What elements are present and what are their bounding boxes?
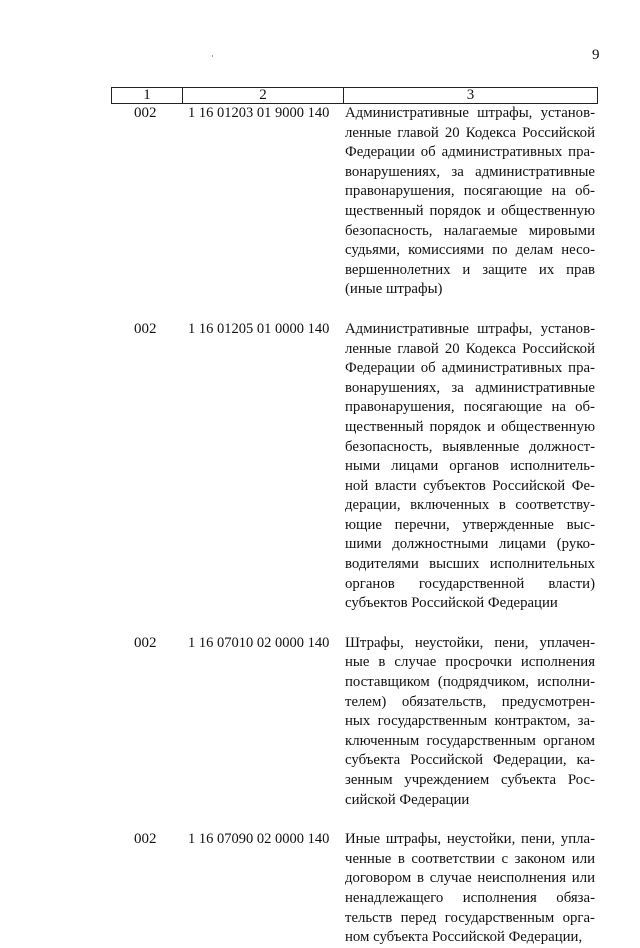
- scan-artifact: [212, 55, 213, 57]
- description-line: ными лицами органов исполнитель-: [345, 458, 595, 475]
- header-col-2: 2: [183, 88, 344, 104]
- description-line: Федерации об административных пра-: [345, 360, 595, 377]
- table-header: [111, 87, 598, 104]
- page-number: 9: [592, 47, 600, 63]
- description-line: ные в случае просрочки исполнения: [345, 654, 595, 671]
- description-line: (иные штрафы): [345, 281, 443, 298]
- income-description: [345, 830, 595, 948]
- description-line: Административные штрафы, установ-: [345, 105, 595, 121]
- table-row: [0, 830, 640, 948]
- description-line: субъектов Российской Федерации: [345, 595, 558, 612]
- budget-classification-code: 1 16 07010 02 0000 140: [188, 634, 330, 651]
- table-row: [0, 634, 640, 810]
- description-line: правонарушения, посягающие на об-: [345, 399, 595, 416]
- description-line: вонарушениях, за административные: [345, 379, 595, 396]
- description-line: ленные главой 20 Кодекса Российской: [345, 124, 595, 141]
- description-line: органов государственной власти): [345, 575, 595, 592]
- admin-code: 002: [134, 634, 157, 651]
- description-line: вершеннолетних и защите их прав: [345, 261, 595, 278]
- description-line: дерации, включенных в соответству-: [345, 497, 595, 514]
- description-line: судьями, комиссиями по делам несо-: [345, 242, 595, 259]
- description-line: сийской Федерации: [345, 791, 470, 808]
- description-line: Административные штрафы, установ-: [345, 320, 595, 337]
- admin-code: 002: [134, 105, 157, 121]
- description-line: телем) обязательств, предусмотрен-: [345, 693, 595, 710]
- income-description: [345, 634, 595, 810]
- income-description: [345, 104, 595, 300]
- description-line: ном субъекта Российской Федерации,: [345, 929, 583, 946]
- table-row: [0, 104, 640, 300]
- description-line: ющие перечни, утвержденные выс-: [345, 516, 595, 533]
- description-line: вонарушениях, за административные: [345, 163, 595, 180]
- table-body: [0, 104, 640, 948]
- admin-code: 002: [134, 831, 157, 848]
- description-line: безопасность, выявленные должност-: [345, 438, 595, 455]
- description-line: правонарушения, посягающие на об-: [345, 183, 595, 200]
- header-row: [112, 88, 598, 104]
- description-line: щественный порядок и общественную: [345, 418, 595, 435]
- budget-classification-code: 1 16 01203 01 9000 140: [188, 105, 330, 121]
- description-line: ключенным государственным органом: [345, 732, 595, 749]
- description-line: зенным учреждением субъекта Рос-: [345, 772, 595, 788]
- description-line: поставщиком (подрядчиком, исполни-: [345, 674, 595, 691]
- description-line: Федерации об административных пра-: [345, 144, 595, 161]
- description-line: водителями высших исполнительных: [345, 556, 595, 573]
- admin-code: 002: [134, 320, 157, 337]
- description-line: Иные штрафы, неустойки, пени, упла-: [345, 831, 595, 848]
- budget-classification-code: 1 16 07090 02 0000 140: [188, 831, 330, 848]
- description-line: безопасность, налагаемые мировыми: [345, 222, 595, 239]
- description-line: ной власти субъектов Российской Фе-: [345, 477, 595, 494]
- header-col-1: 1: [112, 88, 183, 104]
- description-line: ных государственным контрактом, за-: [345, 713, 595, 730]
- description-line: субъекта Российской Федерации, ка-: [345, 752, 595, 769]
- description-line: договором в случае неисполнения или: [345, 870, 595, 887]
- table-row: [0, 320, 640, 614]
- description-line: ченные в соответствии с законом или: [345, 850, 595, 867]
- description-line: ненадлежащего исполнения обяза-: [345, 889, 595, 906]
- description-line: шими должностными лицами (руко-: [345, 536, 595, 553]
- description-line: Штрафы, неустойки, пени, уплачен-: [345, 634, 595, 651]
- description-line: ленные главой 20 Кодекса Российской: [345, 340, 595, 357]
- header-col-3: 3: [344, 88, 598, 104]
- description-line: щественный порядок и общественную: [345, 202, 595, 219]
- income-description: [345, 320, 595, 614]
- budget-classification-code: 1 16 01205 01 0000 140: [188, 320, 330, 337]
- description-line: тельств перед государственным орга-: [345, 909, 595, 926]
